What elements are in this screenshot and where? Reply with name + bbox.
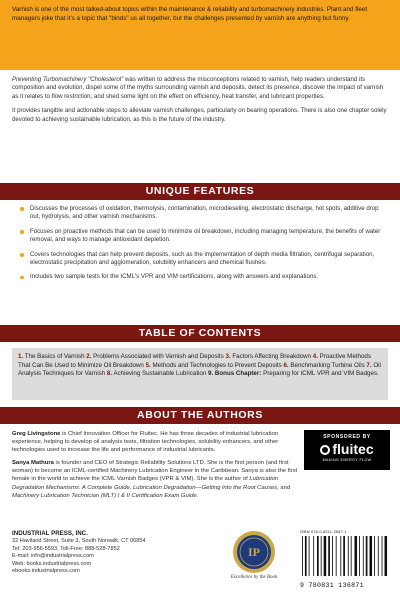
- section-heading-unique-features: UNIQUE FEATURES: [0, 183, 400, 200]
- author-book-titles: Lubrication Degradation Mechanisms: A Complete Guide, Lubrication Degradation—Getting into the Root Causes,: [12, 476, 279, 491]
- author-bio: [12, 459, 302, 499]
- publisher-address: 32 Haviland Street, Suite 3, South Norwalk, CT 06854: [12, 538, 146, 544]
- barcode-bar: [309, 536, 310, 576]
- publisher-info: [12, 530, 162, 576]
- barcode-bar: [385, 536, 388, 576]
- feature-item: [20, 251, 388, 268]
- author-bio-text: is founder and CEO of Strategic Reliability Solutions LTD. She is the first person (and first woman) to become an ICML-certified Machinery Lubrication Engineer in the Caribbean. Sanya is also the first female in the world to achieve the ICML Varnish Badges (VPR & VIM). She is the author of: [12, 460, 298, 483]
- toc-entry-number: 7.: [366, 361, 372, 369]
- seal-monogram: IP: [248, 545, 260, 559]
- sponsor-tagline: MAKING ENERGY FLOW: [322, 458, 372, 462]
- toc-entry-title: Oil Analysis Techniques for Varnish: [18, 361, 381, 378]
- toc-bonus-entry: [208, 370, 379, 377]
- toc-bonus-label: 9. Bonus Chapter:: [208, 370, 262, 378]
- toc-entry-title: The Basics of Varnish: [24, 353, 85, 360]
- publisher-name: INDUSTRIAL PRESS, INC.: [12, 530, 88, 537]
- author-bio-text: is Chief Innovation Officer for Fluitec. He has three decades of industrial lubrication experience, helping to develop oil analysis tests, filtration technologies, solubility enhancers, and other technologies used to increase the life and performance of industrial lubricants.: [12, 431, 279, 454]
- toc-entry-title: Achieving Sustainable Lubrication: [113, 370, 207, 378]
- bullet-icon: [20, 276, 24, 280]
- barcode-bar: [343, 536, 345, 576]
- intro-paragraph-2-text: was written to address the misconceptions related to varnish, help readers understand its composition and evolution, dispel some of the myths surrounding varnish and deposits, detect its presence, discover the impact of varnish as it relates to flow restriction, and shed some light on the effect on efficiency, heat transfer, and lubricant properties.: [12, 76, 384, 100]
- barcode-bar: [378, 536, 379, 576]
- bullet-icon: [20, 207, 24, 211]
- toc-entry-number: 5.: [145, 361, 151, 369]
- barcode-bar: [336, 536, 337, 576]
- intro-paragraph-3: It provides tangible and actionable steps to alleviate varnish challenges, particularly on bearing operations. There is also one chapter solely devoted to achieving sustainable lubrication, as this is the future of the industry.: [12, 107, 387, 123]
- barcode-bar: [305, 536, 307, 576]
- feature-item: [20, 273, 388, 281]
- authors-section: [12, 430, 302, 505]
- toc-entry-number: 3.: [225, 353, 231, 360]
- ip-seal-icon: [232, 530, 276, 574]
- barcode-bar: [374, 536, 375, 576]
- section-heading-table-of-contents: TABLE OF CONTENTS: [0, 325, 400, 342]
- sponsor-label: SPONSORED BY: [323, 434, 371, 440]
- toc-entry-number: 4.: [312, 353, 318, 360]
- feature-item: [20, 228, 388, 245]
- toc-entry-number: 2.: [86, 353, 92, 360]
- author-book-title: Machinery Lubrication Technician (MLT) I & II Certification Exam Guide.: [12, 492, 199, 499]
- barcode-bar: [302, 536, 303, 576]
- publisher-web: Web: books.industrialpress.com: [12, 560, 92, 567]
- toc-entry-title: Factors Affecting Breakdown: [232, 353, 312, 360]
- barcode-area: [300, 530, 390, 594]
- sponsor-badge: [304, 430, 390, 470]
- intro-top-paragraph: Varnish is one of the most talked-about topics within the maintenance & reliability and turbomachinery industries. Plant and fleet managers joke that it's a topic that "binds" us all together, but the challenges presented by varnish are anything but funny.: [12, 6, 368, 22]
- bullet-icon: [20, 230, 24, 234]
- publisher-seal: [224, 530, 284, 588]
- publisher-email: E-mail: info@industrialpress.com: [12, 553, 94, 560]
- fluitec-logo-icon: [320, 445, 330, 455]
- publisher-phone: Tel: 203-956-5593, Toll-Free: 888-528-7852: [12, 545, 120, 552]
- bullet-icon: [20, 253, 24, 257]
- toc-bonus-title: Preparing for ICML VPR and VIM Badges.: [263, 370, 379, 378]
- barcode-bar: [363, 536, 364, 576]
- barcode-bar: [313, 536, 314, 576]
- toc-entry: [146, 362, 282, 369]
- toc-entry-title: Benchmarking Turbine Oils: [290, 361, 365, 369]
- author-bio: [12, 430, 302, 454]
- sponsor-logo-text: fluitec: [332, 441, 374, 457]
- barcode-bar: [348, 536, 349, 576]
- barcode-bar: [382, 536, 383, 576]
- barcode-bar: [340, 536, 341, 576]
- barcode-icon: [300, 536, 388, 576]
- toc-box: [12, 348, 388, 400]
- toc-entry-number: 8.: [106, 370, 113, 378]
- toc-entry: [225, 353, 311, 360]
- toc-entry-title: Problems Associated with Varnish and Deposits: [93, 353, 224, 360]
- author-name: Greg Livingstone: [12, 431, 61, 437]
- book-title: Preventing Turbomachinery "Cholesterol": [12, 76, 124, 83]
- barcode-bar: [324, 536, 327, 576]
- features-list-wrapper: [20, 205, 388, 288]
- sponsor-logo: [304, 442, 390, 456]
- feature-item-text: Focuses on proactive methods that can be used to minimize oil breakdown, including managing temperature, the benefits of water removal, and ways to manage antioxidant depletion.: [30, 227, 381, 244]
- toc-entry-number: 1.: [18, 353, 24, 360]
- barcode-bar: [366, 536, 368, 576]
- barcode-bar: [359, 536, 360, 576]
- toc-entry: [18, 353, 85, 360]
- section-heading-about-the-authors: ABOUT THE AUTHORS: [0, 407, 400, 424]
- barcode-bar: [317, 536, 319, 576]
- barcode-bar: [370, 536, 373, 576]
- toc-entry: [86, 353, 223, 360]
- seal-caption: Excellence by the Book: [230, 575, 278, 580]
- toc-entry: [107, 370, 206, 377]
- toc-entry-title: Methods and Technologies to Prevent Deposits: [152, 361, 282, 369]
- barcode-bar: [355, 536, 358, 576]
- intro-body: [12, 76, 388, 130]
- toc-entry-number: 6.: [283, 361, 289, 369]
- author-bio-text: and: [278, 484, 291, 491]
- toc-entry: [283, 362, 364, 369]
- barcode-bar: [332, 536, 333, 576]
- author-name: Sanya Mathura: [12, 460, 54, 467]
- feature-item-text: Includes two sample tests for the ICML's VPR and VIM certifications, along with answers and explanations.: [30, 273, 319, 281]
- features-list: [20, 205, 388, 282]
- isbn-label: ISBN 978-0-8311-3687-1: [300, 530, 347, 534]
- publisher-ebooks: ebooks.industrialpress.com: [12, 568, 80, 575]
- barcode-bar: [328, 536, 330, 576]
- intro-highlight-band: [0, 0, 400, 70]
- intro-paragraph-2: [12, 76, 388, 101]
- feature-item: [20, 205, 388, 222]
- barcode-number: 9 780831 136871: [300, 582, 364, 589]
- barcode-bar: [351, 536, 352, 576]
- barcode-bar: [321, 536, 322, 576]
- feature-item-text: Covers technologies that can help prevent deposits, such as the implementation of depth media filtration, centrifugal separation, electrostatic precipitation and agglomeration, solubility enhancers and chemical flushes.: [30, 250, 375, 267]
- feature-item-text: Discusses the processes of oxidation, thermolysis, contamination, microdieseling, electrostatic discharge, hot spots, additive drop out, hydrolysis, and other varnish mechanisms.: [30, 205, 379, 221]
- toc-entry-title: Proactive Methods That Can Be Used to Minimize Oil Breakdown: [18, 353, 371, 369]
